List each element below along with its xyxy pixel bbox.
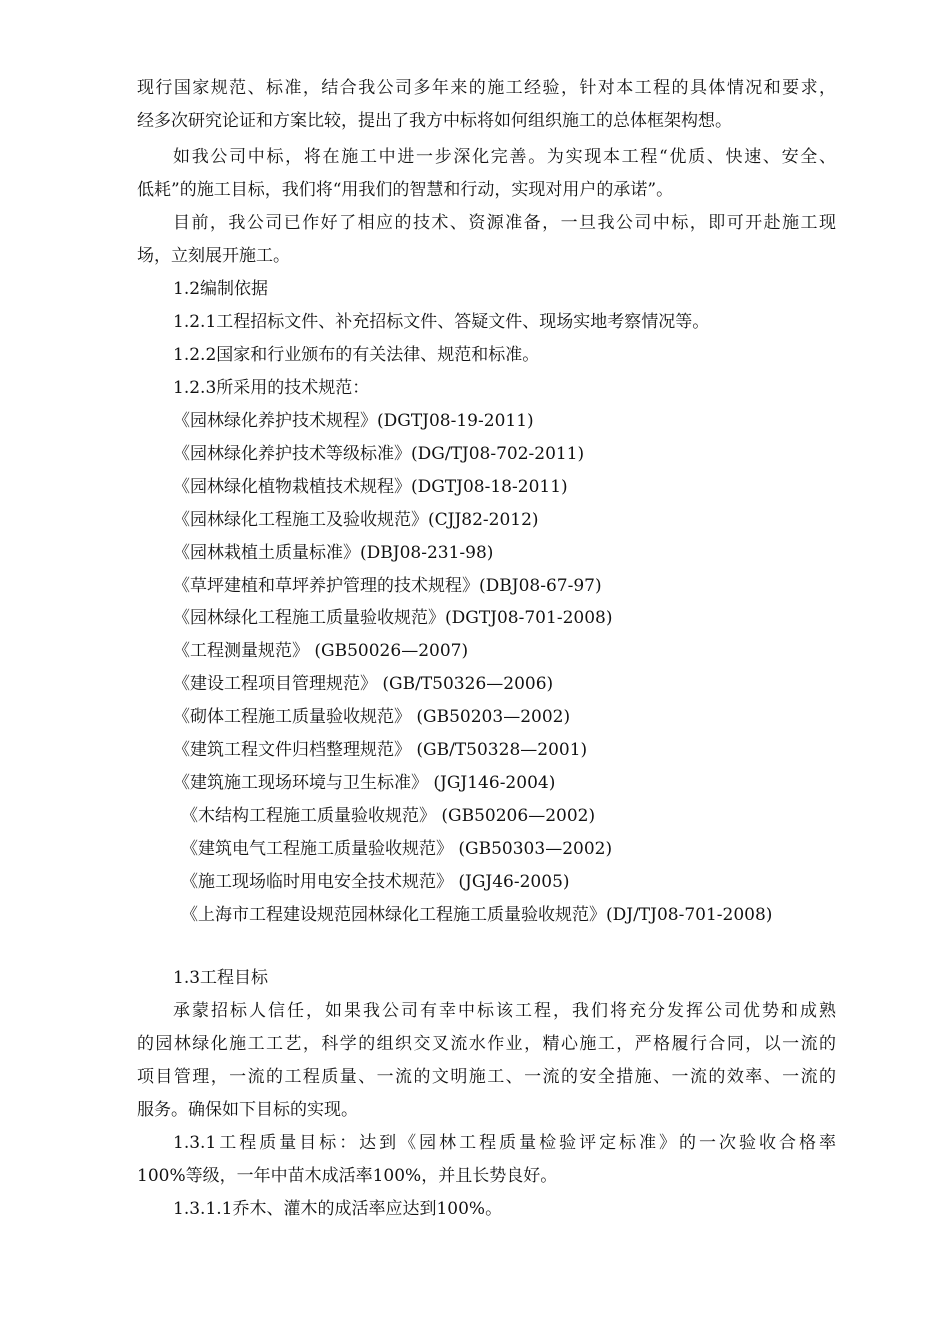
ready-line-2: 场，立刻展开施工。 — [137, 246, 290, 266]
quality-goal-line-1: 1.3.1工程质量目标：达到《园林工程质量检验评定标准》的一次验收合格率 — [173, 1133, 836, 1153]
standard-item: 《建筑施工现场环境与卫生标准》 (JGJ146-2004) — [173, 773, 556, 793]
quality-goal-line-2: 100%等级，一年中苗木成活率100%，并且长势良好。 — [137, 1166, 558, 1186]
standard-item: 《建筑工程文件归档整理规范》 (GB/T50328—2001) — [173, 740, 588, 760]
standard-item: 《上海市工程建设规范园林绿化工程施工质量验收规范》(DJ/TJ08-701-2008) — [181, 905, 773, 925]
survival-rate-goal: 1.3.1.1乔木、灌木的成活率应达到100%。 — [173, 1199, 503, 1219]
goals-line-2: 的园林绿化施工工艺，科学的组织交叉流水作业，精心施工，严格履行合同，以一流的 — [137, 1034, 836, 1054]
standard-item: 《园林绿化工程施工及验收规范》(CJJ82-2012) — [173, 510, 539, 530]
standard-item: 《园林绿化工程施工质量验收规范》(DGTJ08-701-2008) — [173, 608, 613, 628]
basis-item-3: 1.2.3所采用的技术规范： — [173, 378, 370, 398]
section-heading-1-3: 1.3工程目标 — [173, 968, 269, 988]
section-heading-1-2: 1.2编制依据 — [173, 279, 269, 299]
standard-item: 《建设工程项目管理规范》 (GB/T50326—2006) — [173, 674, 554, 694]
goals-line-3: 项目管理，一流的工程质量、一流的文明施工、一流的安全措施、一流的效率、一流的 — [137, 1067, 836, 1087]
standard-item: 《木结构工程施工质量验收规范》 (GB50206—2002) — [181, 806, 596, 826]
basis-item-1: 1.2.1工程招标文件、补充招标文件、答疑文件、现场实地考察情况等。 — [173, 312, 710, 332]
intro-line-1: 现行国家规范、标准，结合我公司多年来的施工经验，针对本工程的具体情况和要求， — [137, 78, 836, 98]
ready-line-1: 目前，我公司已作好了相应的技术、资源准备，一旦我公司中标，即可开赴施工现 — [173, 213, 836, 233]
standard-item: 《草坪建植和草坪养护管理的技术规程》(DBJ08-67-97) — [173, 576, 602, 596]
standard-item: 《园林绿化植物栽植技术规程》(DGTJ08-18-2011) — [173, 477, 568, 497]
promise-line-2: 低耗”的施工目标，我们将“用我们的智慧和行动，实现对用户的承诺”。 — [137, 180, 674, 200]
standard-item: 《园林绿化养护技术等级标准》(DG/TJ08-702-2011) — [173, 444, 585, 464]
standard-item: 《园林绿化养护技术规程》(DGTJ08-19-2011) — [173, 411, 534, 431]
standard-item: 《建筑电气工程施工质量验收规范》 (GB50303—2002) — [181, 839, 613, 859]
intro-line-2: 经多次研究论证和方案比较，提出了我方中标将如何组织施工的总体框架构想。 — [137, 111, 732, 131]
goals-line-1: 承蒙招标人信任，如果我公司有幸中标该工程，我们将充分发挥公司优势和成熟 — [173, 1001, 836, 1021]
goals-line-4: 服务。确保如下目标的实现。 — [137, 1100, 358, 1120]
basis-item-2: 1.2.2国家和行业颁布的有关法律、规范和标准。 — [173, 345, 540, 365]
standard-item: 《园林栽植土质量标准》(DBJ08-231-98) — [173, 543, 494, 563]
standard-item: 《施工现场临时用电安全技术规范》 (JGJ46-2005) — [181, 872, 570, 892]
standard-item: 《工程测量规范》 (GB50026—2007) — [173, 641, 469, 661]
promise-line-1: 如我公司中标，将在施工中进一步深化完善。为实现本工程“优质、快速、安全、 — [173, 147, 836, 167]
standard-item: 《砌体工程施工质量验收规范》 (GB50203—2002) — [173, 707, 571, 727]
